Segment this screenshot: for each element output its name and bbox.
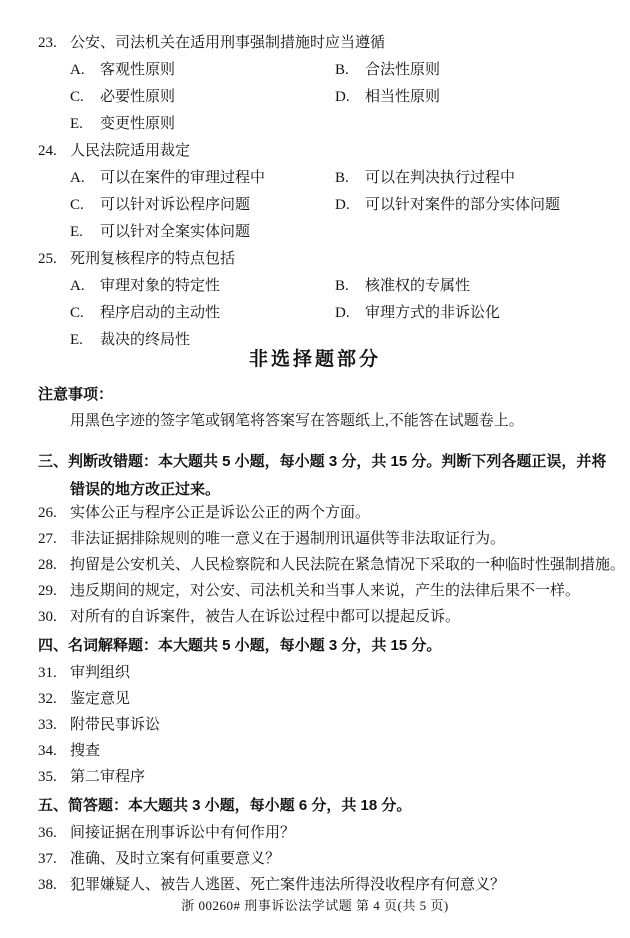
question-number: 35. [38, 769, 57, 785]
option-text: 可以在案件的审理过程中 [100, 170, 266, 186]
section-4-questions [38, 660, 617, 790]
question-text: 实体公正与程序公正是诉讼公正的两个方面。 [70, 505, 371, 521]
option-d [335, 300, 617, 327]
option-label: E. [70, 332, 83, 348]
section-3-questions [38, 500, 626, 630]
option-label: C. [70, 89, 84, 105]
option-text: 核准权的专属性 [365, 278, 471, 294]
question-23-options [38, 57, 617, 138]
question-text: 第二审程序 [70, 769, 146, 785]
question-34 [38, 738, 617, 764]
question-30 [38, 604, 617, 630]
option-a [70, 273, 335, 300]
notice-text: 用黑色字迹的签字笔或钢笔将答案写在答题纸上,不能答在试题卷上。 [70, 413, 524, 429]
question-35 [38, 764, 617, 790]
option-b [335, 57, 617, 84]
section-5-questions [38, 820, 617, 898]
question-number: 23. [38, 35, 57, 51]
question-number: 30. [38, 609, 57, 625]
question-29 [38, 578, 617, 604]
question-23 [38, 30, 617, 57]
question-text: 违反期间的规定，对公安、司法机关和当事人来说，产生的法律后果不一样。 [70, 583, 581, 599]
question-number: 32. [38, 691, 57, 707]
question-number: 29. [38, 583, 57, 599]
notice-label: 注意事项： [38, 386, 114, 403]
option-label: D. [335, 197, 350, 213]
question-number: 24. [38, 143, 57, 159]
question-25 [38, 246, 617, 273]
footer-page-info: 浙 00260# 刑事诉讼法学试题 第 4 页(共 5 页) [181, 898, 449, 913]
question-text: 附带民事诉讼 [70, 717, 161, 733]
option-label: A. [70, 278, 85, 294]
option-a [70, 57, 335, 84]
question-text: 准确、及时立案有何重要意义？ [70, 851, 281, 867]
option-d [335, 84, 617, 111]
option-label: C. [70, 305, 84, 321]
question-text: 间接证据在刑事诉讼中有何作用？ [70, 825, 296, 841]
section-4-title: 四、名词解释题：本大题共 5 小题，每小题 3 分，共 15 分。 [38, 637, 442, 654]
question-text: 搜查 [70, 743, 101, 759]
question-number: 27. [38, 531, 57, 547]
notice-block [38, 382, 617, 434]
option-label: B. [335, 278, 349, 294]
option-text: 可以在判决执行过程中 [365, 170, 516, 186]
question-text: 拘留是公安机关、人民检察院和人民法院在紧急情况下采取的一种临时性强制措施。 [70, 557, 626, 573]
question-36 [38, 820, 617, 846]
option-label: B. [335, 170, 349, 186]
question-text: 审判组织 [70, 665, 131, 681]
question-33 [38, 712, 617, 738]
question-text: 死刑复核程序的特点包括 [70, 251, 236, 267]
question-37 [38, 846, 617, 872]
option-e [70, 219, 335, 246]
question-number: 26. [38, 505, 57, 521]
option-text: 可以针对案件的部分实体问题 [365, 197, 561, 213]
question-text: 非法证据排除规则的唯一意义在于遏制刑讯逼供等非法取证行为。 [70, 531, 506, 547]
section-3-title: 三、判断改错题：本大题共 5 小题，每小题 3 分，共 15 分。判断下列各题正误，并将错误的地方改正过来。 [38, 453, 607, 498]
option-e [70, 111, 335, 138]
option-text: 可以针对全案实体问题 [100, 224, 251, 240]
option-b [335, 273, 617, 300]
option-text: 审理方式的非诉讼化 [365, 305, 501, 321]
question-24-options [38, 165, 617, 246]
option-text: 合法性原则 [365, 62, 441, 78]
question-24 [38, 138, 617, 165]
option-label: B. [335, 62, 349, 78]
option-b [335, 165, 617, 192]
question-text: 鉴定意见 [70, 691, 131, 707]
option-text: 变更性原则 [100, 116, 176, 132]
question-number: 34. [38, 743, 57, 759]
option-text: 裁决的终局性 [100, 332, 191, 348]
option-text: 审理对象的特定性 [100, 278, 221, 294]
question-26 [38, 500, 617, 526]
option-a [70, 165, 335, 192]
question-25-options [38, 273, 617, 354]
question-31 [38, 660, 617, 686]
option-label: A. [70, 62, 85, 78]
option-text: 程序启动的主动性 [100, 305, 221, 321]
option-text: 必要性原则 [100, 89, 176, 105]
option-d [335, 192, 617, 219]
question-text: 犯罪嫌疑人、被告人逃匿、死亡案件违法所得没收程序有何意义？ [70, 877, 506, 893]
option-text: 相当性原则 [365, 89, 441, 105]
question-number: 37. [38, 851, 57, 867]
question-text: 公安、司法机关在适用刑事强制措施时应当遵循 [70, 35, 386, 51]
question-28 [38, 552, 626, 578]
option-c [70, 192, 335, 219]
option-c [70, 84, 335, 111]
question-32 [38, 686, 617, 712]
question-number: 31. [38, 665, 57, 681]
question-text: 对所有的自诉案件，被告人在诉讼过程中都可以提起反诉。 [70, 609, 461, 625]
section-5-title: 五、简答题：本大题共 3 小题，每小题 6 分，共 18 分。 [38, 797, 412, 814]
question-number: 33. [38, 717, 57, 733]
option-label: E. [70, 116, 83, 132]
question-number: 38. [38, 877, 57, 893]
question-number: 36. [38, 825, 57, 841]
option-c [70, 300, 335, 327]
option-label: D. [335, 305, 350, 321]
question-27 [38, 526, 617, 552]
option-label: E. [70, 224, 83, 240]
option-text: 可以针对诉讼程序问题 [100, 197, 251, 213]
option-label: D. [335, 89, 350, 105]
option-label: C. [70, 197, 84, 213]
part-heading: 非选择题部分 [248, 349, 381, 370]
question-number: 25. [38, 251, 57, 267]
question-text: 人民法院适用裁定 [70, 143, 191, 159]
question-number: 28. [38, 557, 57, 573]
option-label: A. [70, 170, 85, 186]
option-text: 客观性原则 [100, 62, 176, 78]
